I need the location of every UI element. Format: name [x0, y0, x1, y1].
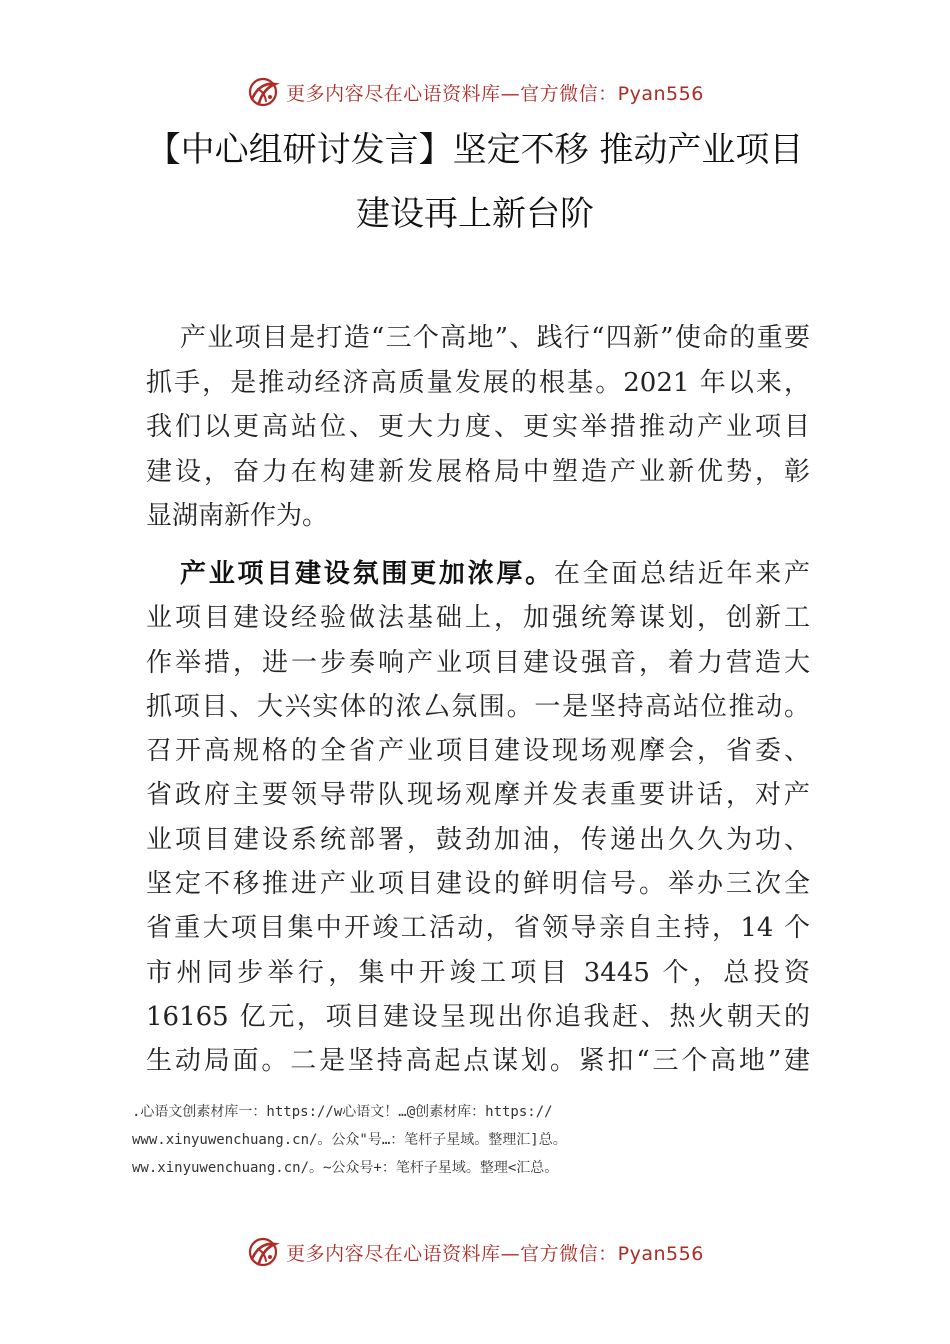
- header-banner-text: 更多内容尽在心语资料库—官方微信：Pyan556: [286, 82, 704, 105]
- paragraph-line: 业项目建设系统部署，鼓劲加油，传递出久久为功、: [146, 824, 810, 855]
- footnote-line: www.xinyuwenchuang.cn/。公众"号…：笔杆子星域。整理汇]总。: [132, 1132, 567, 1148]
- paragraph-line: 我们以更高站位、更大力度、更实举措推动产业项目: [146, 412, 810, 442]
- page-title-line-2: 建设再上新台阶: [356, 194, 594, 234]
- paragraph-line: 抓手，是推动经济高质量发展的根基。2021 年以来，: [146, 367, 810, 398]
- section-heading: 产业项目建设氛围更加浓厚。: [180, 559, 554, 589]
- paragraph-line: 召开高规格的全省产业项目建设现场观摩会，省委、: [146, 736, 810, 767]
- footnote: [132, 1098, 832, 1182]
- paragraph-intro: [146, 316, 810, 539]
- paragraph-line: 16165 亿元，项目建设呈现出你追我赶、热火朝天的: [146, 1001, 810, 1032]
- paragraph-line: 省政府主要领导带队现场观摩并发表重要讲话，对产: [146, 780, 810, 811]
- footnote-line: ww.xinyuwenchuang.cn/。~公众号+：笔杆子星域。整理<汇总。: [132, 1160, 559, 1176]
- paragraph-project-atmosphere: [146, 552, 810, 1084]
- paragraph-line-rest: 在全面总结近年来产: [553, 559, 810, 589]
- footnote-line: .心语文创素材库一：https://w心语文！…@创素材库：https://: [132, 1104, 553, 1120]
- ink-brush-logo-icon: [246, 1235, 280, 1269]
- page-title-line-1: 【中心组研讨发言】坚定不移 推动产业项目: [146, 130, 804, 170]
- paragraph-line: 市州同步举行，集中开竣工项目 3445 个，总投资: [146, 957, 810, 988]
- header-banner: [0, 70, 950, 114]
- footer-banner-text: 更多内容尽在心语资料库—官方微信：Pyan556: [286, 1242, 704, 1265]
- paragraph-line: 作举措，进一步奏响产业项目建设强音，着力营造大: [146, 647, 810, 678]
- footer-banner: [0, 1230, 950, 1274]
- paragraph-line: 建设，奋力在构建新发展格局中塑造产业新优势，彰: [146, 456, 810, 487]
- paragraph-line: 生动局面。二是坚持高起点谋划。紧扣“三个高地”建: [146, 1046, 810, 1077]
- paragraph-line: 产业项目是打造“三个高地”、践行“四新”使命的重要: [180, 323, 810, 353]
- paragraph-line: 业项目建设经验做法基础上，加强统筹谋划，创新工: [146, 603, 810, 634]
- paragraph-line: 显湖南新作为。: [146, 501, 329, 531]
- paragraph-first-line: [146, 552, 810, 596]
- ink-brush-logo-icon: [246, 75, 280, 109]
- paragraph-line: 抓项目、大兴实体的浓厶氛围。一是坚持高站位推动。: [146, 691, 810, 722]
- paragraph-line: 坚定不移推进产业项目建设的鲜明信号。举办三次全: [146, 869, 810, 900]
- paragraph-line: 省重大项目集中开竣工活动，省领导亲自主持，14 个: [146, 913, 810, 944]
